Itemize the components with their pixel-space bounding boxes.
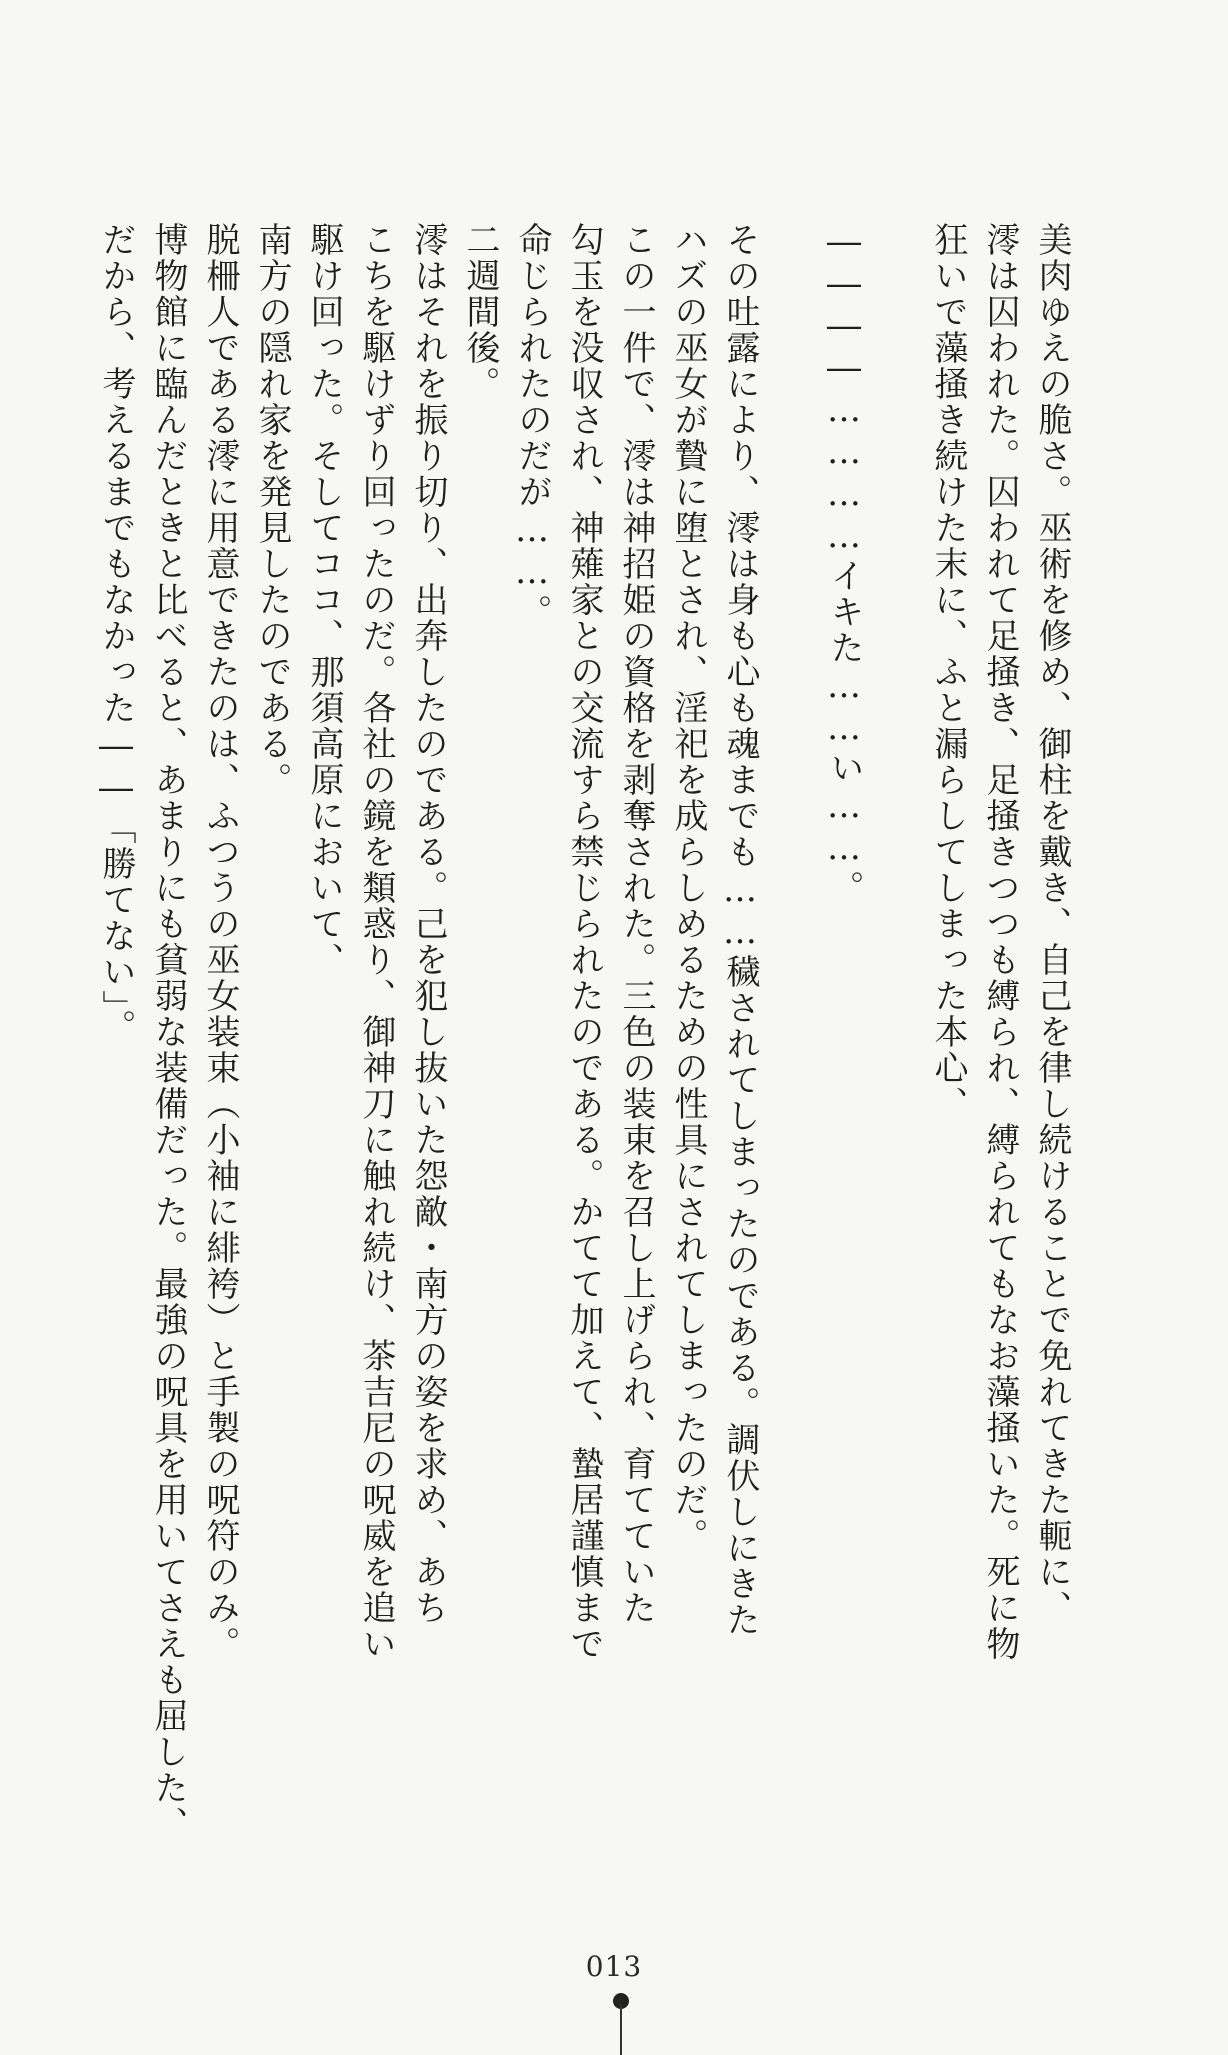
text-line: 二週間後。 (460, 222, 500, 402)
blank-line (870, 222, 922, 1702)
dash-line: ――――…………イキた……い……。 (824, 222, 864, 906)
text-line: 澪はそれを振り切り、出奔したのである。己を犯し抜いた怨敵・南方の姿を求め、あち (408, 222, 448, 1626)
text-line: だから、考えるまでもなかった――「勝てない」。 (96, 222, 136, 1045)
text-line: こちを駆けずり回ったのだ。各社の鏡を類惑り、御神刀に触れ続け、茶吉尼の呪威を追い (356, 222, 396, 1662)
page-number: 013 (585, 1950, 643, 1983)
page-marker-rule (620, 2005, 622, 2055)
text-line: 駆け回った。そしてココ、那須高原において、 (304, 222, 344, 978)
vertical-text-body (96, 222, 1078, 1842)
text-line: この一件で、澪は神招姫の資格を剥奪された。三色の装束を召し上げられ、育てていた (616, 222, 656, 1626)
blank-line (766, 222, 818, 1702)
text-line: 南方の隠れ家を発見したのである。 (252, 222, 292, 798)
text-line: 博物館に臨んだときと比べると、あまりにも貧弱な装備だった。最強の呪具を用いてさえも屈した、 (148, 222, 188, 1842)
text-line: 脱柵人である澪に用意できたのは、ふつうの巫女装束（小袖に緋袴）と手製の呪符のみ。 (200, 222, 240, 1662)
text-line: ハズの巫女が贄に堕とされ、淫祀を成らしめるための性具にされてしまったのだ。 (668, 222, 708, 1554)
text-line: 命じられたのだが……。 (512, 222, 552, 630)
text-line: 美肉ゆえの脆さ。巫術を修め、御柱を戴き、自己を律し続けることで免れてきた軛に、 (1032, 222, 1072, 1626)
text-line: 勾玉を没収され、神薙家との交流すら禁じられたのである。かてて加えて、蟄居謹慎まで (564, 222, 604, 1662)
text-line: その吐露により、澪は身も心も魂までも……穢されてしまったのである。調伏しにきた (720, 222, 760, 1638)
text-line: 澪は囚われた。囚われて足掻き、足掻きつつも縛られ、縛られてもなお藻掻いた。死に物 (980, 222, 1020, 1662)
text-line: 狂いで藻掻き続けた末に、ふと漏らしてしまった本心、 (928, 222, 968, 1122)
